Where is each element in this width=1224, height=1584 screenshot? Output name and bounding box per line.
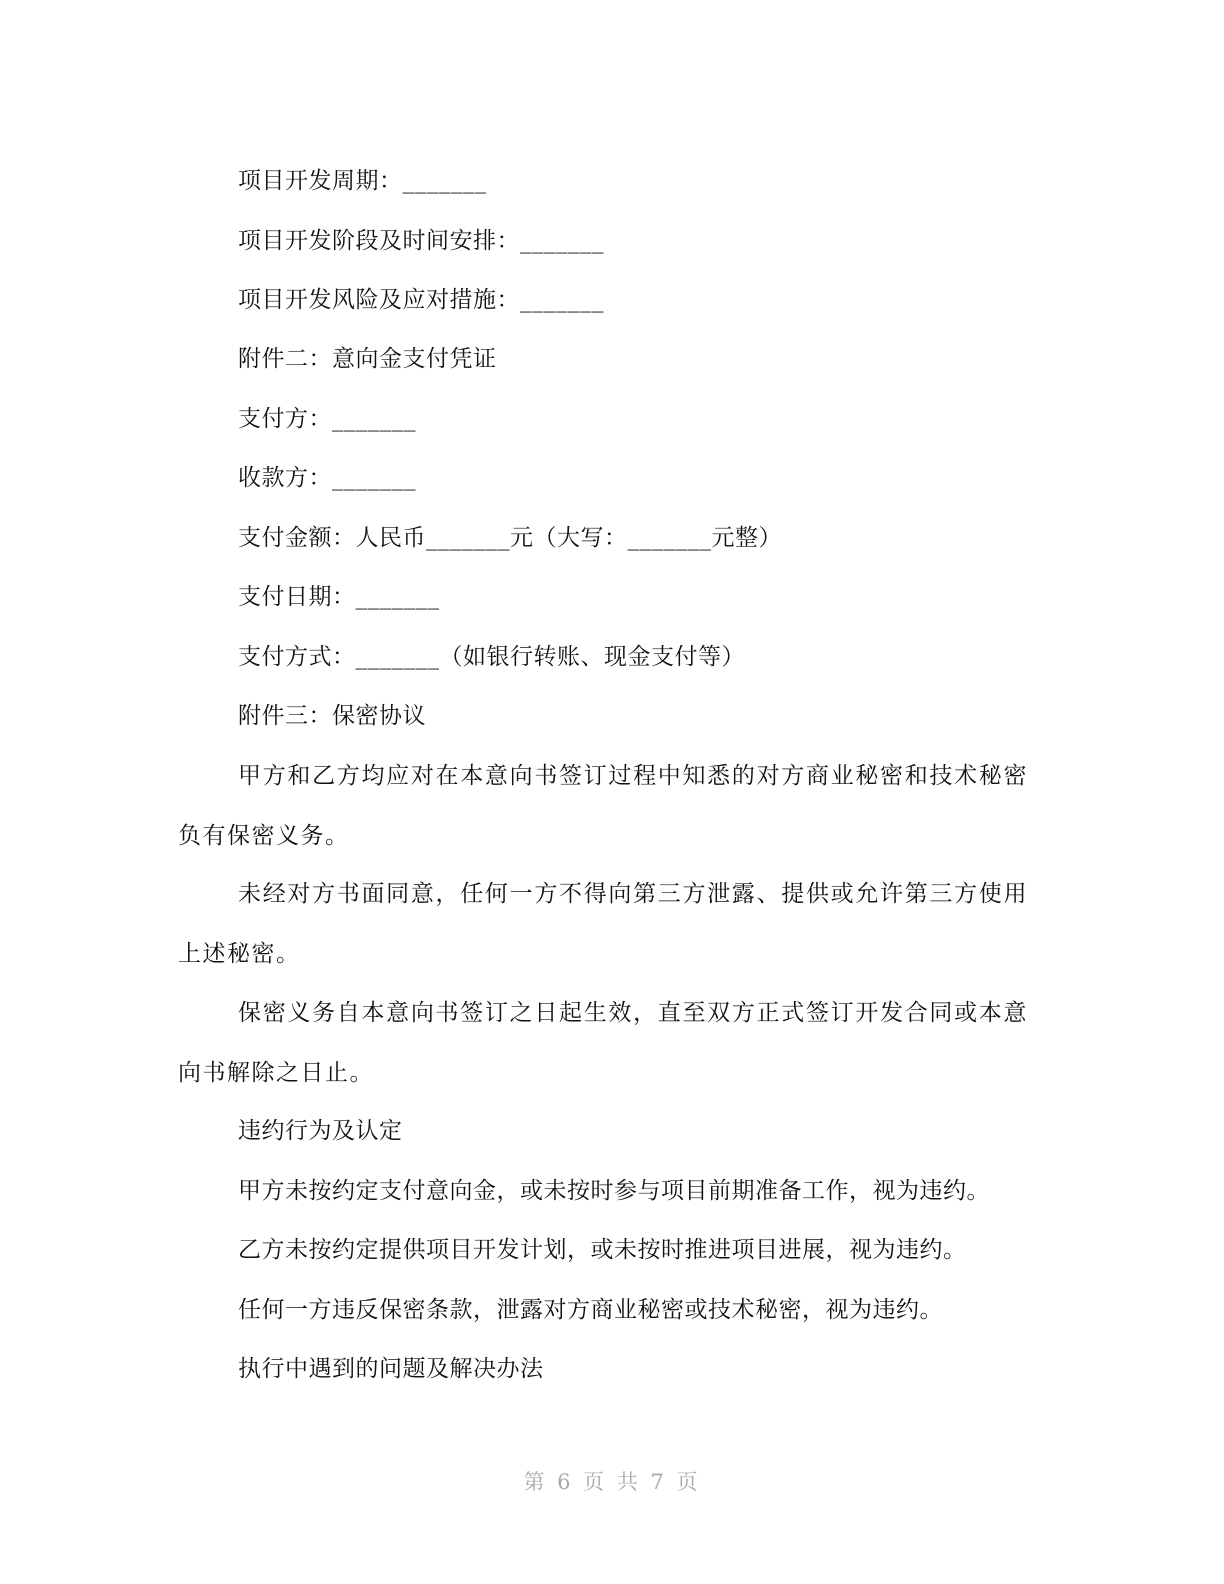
page-number: 第 6 页 共 7 页 [523,1470,701,1494]
field-pay-date: 支付日期：_______ [238,584,440,610]
page-footer [0,1466,1224,1496]
heading-attachment-3: 附件三：保密协议 [238,703,426,729]
field-dev-cycle: 项目开发周期：_______ [238,168,487,194]
field-pay-method: 支付方式：_______（如银行转账、现金支付等） [238,644,745,670]
paragraph-confidentiality-1: 甲方和乙方均应对在本意向书签订过程中知悉的对方商业秘密和技术秘密负有保密义务。 [178,763,1028,849]
field-dev-schedule: 项目开发阶段及时间安排：_______ [238,228,604,254]
breach-party-a: 甲方未按约定支付意向金，或未按时参与项目前期准备工作，视为违约。 [238,1178,990,1204]
heading-breach: 违约行为及认定 [238,1118,403,1144]
heading-attachment-2: 附件二：意向金支付凭证 [238,346,497,372]
field-amount: 支付金额：人民币_______元（大写：_______元整） [238,525,782,551]
paragraph-confidentiality-2: 未经对方书面同意，任何一方不得向第三方泄露、提供或允许第三方使用上述秘密。 [178,881,1028,967]
heading-issues-solutions: 执行中遇到的问题及解决办法 [238,1356,544,1382]
paragraph-confidentiality-3: 保密义务自本意向书签订之日起生效，直至双方正式签订开发合同或本意向书解除之日止。 [178,1000,1028,1086]
breach-party-b: 乙方未按约定提供项目开发计划，或未按时推进项目进展，视为违约。 [238,1237,967,1263]
field-payee: 收款方：_______ [238,465,416,491]
field-payer: 支付方：_______ [238,406,416,432]
breach-confidentiality: 任何一方违反保密条款，泄露对方商业秘密或技术秘密，视为违约。 [238,1297,943,1323]
field-dev-risk: 项目开发风险及应对措施：_______ [238,287,604,313]
